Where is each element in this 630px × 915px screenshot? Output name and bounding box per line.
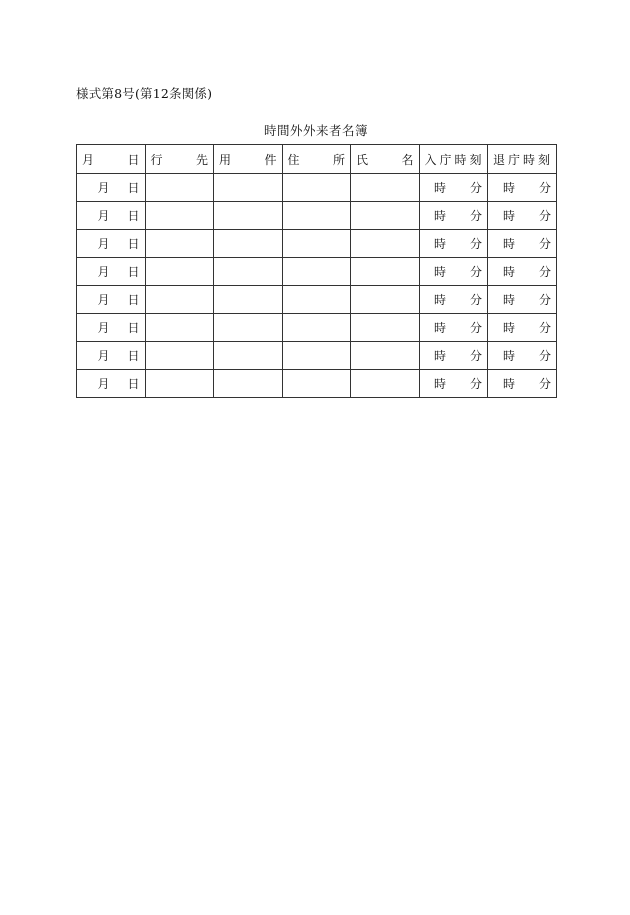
month-label: 月 <box>97 237 110 251</box>
exit-minute-label: 分 <box>538 181 551 195</box>
table-row <box>77 286 557 314</box>
entry-minute-label: 分 <box>469 377 482 391</box>
entry-minute-label: 分 <box>469 321 482 335</box>
table-row <box>77 370 557 398</box>
name-cell[interactable] <box>351 258 420 286</box>
address-cell[interactable] <box>282 258 351 286</box>
business-cell[interactable] <box>214 370 283 398</box>
exit-minute-label: 分 <box>538 293 551 307</box>
entry-minute-label: 分 <box>469 209 482 223</box>
entry-hour-label: 時 <box>433 237 446 251</box>
day-label: 日 <box>127 377 140 391</box>
business-cell[interactable] <box>214 314 283 342</box>
table-row <box>77 202 557 230</box>
exit-hour-label: 時 <box>502 265 515 279</box>
exit-minute-label: 分 <box>538 321 551 335</box>
entry-time-cell[interactable] <box>419 230 488 258</box>
date-cell[interactable] <box>77 230 146 258</box>
header-destination-left: 行 <box>150 152 163 167</box>
exit-hour-label: 時 <box>502 349 515 363</box>
header-address-right: 所 <box>332 152 345 167</box>
address-cell[interactable] <box>282 314 351 342</box>
entry-time-cell[interactable] <box>419 342 488 370</box>
table-row <box>77 314 557 342</box>
day-label: 日 <box>127 265 140 279</box>
destination-cell[interactable] <box>145 174 214 202</box>
name-cell[interactable] <box>351 314 420 342</box>
header-entry-time-label: 入庁時刻 <box>424 152 485 167</box>
header-exit-time-label: 退庁時刻 <box>493 152 554 167</box>
exit-time-cell[interactable] <box>488 314 557 342</box>
day-label: 日 <box>127 349 140 363</box>
exit-minute-label: 分 <box>538 209 551 223</box>
entry-time-cell[interactable] <box>419 202 488 230</box>
destination-cell[interactable] <box>145 314 214 342</box>
day-label: 日 <box>127 237 140 251</box>
business-cell[interactable] <box>214 202 283 230</box>
header-name-left: 氏 <box>356 152 369 167</box>
header-date-day: 日 <box>127 152 140 167</box>
table-row <box>77 174 557 202</box>
entry-minute-label: 分 <box>469 349 482 363</box>
table-row <box>77 230 557 258</box>
header-address <box>282 145 351 174</box>
exit-time-cell[interactable] <box>488 370 557 398</box>
name-cell[interactable] <box>351 174 420 202</box>
exit-time-cell[interactable] <box>488 258 557 286</box>
entry-hour-label: 時 <box>433 321 446 335</box>
month-label: 月 <box>97 209 110 223</box>
address-cell[interactable] <box>282 286 351 314</box>
header-date-month: 月 <box>82 152 95 167</box>
business-cell[interactable] <box>214 342 283 370</box>
entry-time-cell[interactable] <box>419 286 488 314</box>
address-cell[interactable] <box>282 174 351 202</box>
entry-time-cell[interactable] <box>419 370 488 398</box>
entry-hour-label: 時 <box>433 377 446 391</box>
business-cell[interactable] <box>214 174 283 202</box>
register-body <box>77 174 557 398</box>
entry-minute-label: 分 <box>469 181 482 195</box>
header-name <box>351 145 420 174</box>
header-row <box>77 145 557 174</box>
exit-time-cell[interactable] <box>488 342 557 370</box>
address-cell[interactable] <box>282 230 351 258</box>
name-cell[interactable] <box>351 230 420 258</box>
header-exit-time <box>488 145 557 174</box>
entry-minute-label: 分 <box>469 237 482 251</box>
name-cell[interactable] <box>351 202 420 230</box>
name-cell[interactable] <box>351 370 420 398</box>
entry-time-cell[interactable] <box>419 174 488 202</box>
exit-minute-label: 分 <box>538 265 551 279</box>
address-cell[interactable] <box>282 342 351 370</box>
exit-hour-label: 時 <box>502 237 515 251</box>
month-label: 月 <box>97 321 110 335</box>
month-label: 月 <box>97 377 110 391</box>
exit-time-cell[interactable] <box>488 174 557 202</box>
header-business <box>214 145 283 174</box>
business-cell[interactable] <box>214 230 283 258</box>
header-destination <box>145 145 214 174</box>
date-cell[interactable] <box>77 286 146 314</box>
name-cell[interactable] <box>351 342 420 370</box>
date-cell[interactable] <box>77 174 146 202</box>
month-label: 月 <box>97 349 110 363</box>
month-label: 月 <box>97 265 110 279</box>
day-label: 日 <box>127 181 140 195</box>
header-business-right: 件 <box>264 152 277 167</box>
destination-cell[interactable] <box>145 202 214 230</box>
table-row <box>77 258 557 286</box>
entry-hour-label: 時 <box>433 181 446 195</box>
exit-hour-label: 時 <box>502 377 515 391</box>
date-cell[interactable] <box>77 314 146 342</box>
destination-cell[interactable] <box>145 258 214 286</box>
exit-minute-label: 分 <box>538 237 551 251</box>
entry-time-cell[interactable] <box>419 314 488 342</box>
date-cell[interactable] <box>77 370 146 398</box>
exit-hour-label: 時 <box>502 209 515 223</box>
destination-cell[interactable] <box>145 370 214 398</box>
header-destination-right: 先 <box>195 152 208 167</box>
address-cell[interactable] <box>282 370 351 398</box>
header-business-left: 用 <box>219 152 232 167</box>
date-cell[interactable] <box>77 342 146 370</box>
destination-cell[interactable] <box>145 286 214 314</box>
document-title: 時間外外来者名簿 <box>263 123 368 138</box>
destination-cell[interactable] <box>145 342 214 370</box>
exit-hour-label: 時 <box>502 293 515 307</box>
entry-time-cell[interactable] <box>419 258 488 286</box>
header-date <box>77 145 146 174</box>
table-row <box>77 342 557 370</box>
entry-minute-label: 分 <box>469 293 482 307</box>
header-address-left: 住 <box>287 152 300 167</box>
exit-time-cell[interactable] <box>488 202 557 230</box>
month-label: 月 <box>97 181 110 195</box>
name-cell[interactable] <box>351 286 420 314</box>
header-entry-time <box>419 145 488 174</box>
destination-cell[interactable] <box>145 230 214 258</box>
exit-time-cell[interactable] <box>488 230 557 258</box>
visitor-register-table <box>76 144 557 398</box>
exit-minute-label: 分 <box>538 349 551 363</box>
exit-minute-label: 分 <box>538 377 551 391</box>
address-cell[interactable] <box>282 202 351 230</box>
entry-hour-label: 時 <box>433 209 446 223</box>
entry-hour-label: 時 <box>433 349 446 363</box>
day-label: 日 <box>127 209 140 223</box>
business-cell[interactable] <box>214 258 283 286</box>
date-cell[interactable] <box>77 202 146 230</box>
exit-hour-label: 時 <box>502 321 515 335</box>
month-label: 月 <box>97 293 110 307</box>
date-cell[interactable] <box>77 258 146 286</box>
day-label: 日 <box>127 321 140 335</box>
business-cell[interactable] <box>214 286 283 314</box>
exit-hour-label: 時 <box>502 181 515 195</box>
entry-hour-label: 時 <box>433 265 446 279</box>
exit-time-cell[interactable] <box>488 286 557 314</box>
day-label: 日 <box>127 293 140 307</box>
form-number-label: 様式第8号(第12条関係) <box>76 86 213 101</box>
entry-hour-label: 時 <box>433 293 446 307</box>
header-name-right: 名 <box>401 152 414 167</box>
entry-minute-label: 分 <box>469 265 482 279</box>
